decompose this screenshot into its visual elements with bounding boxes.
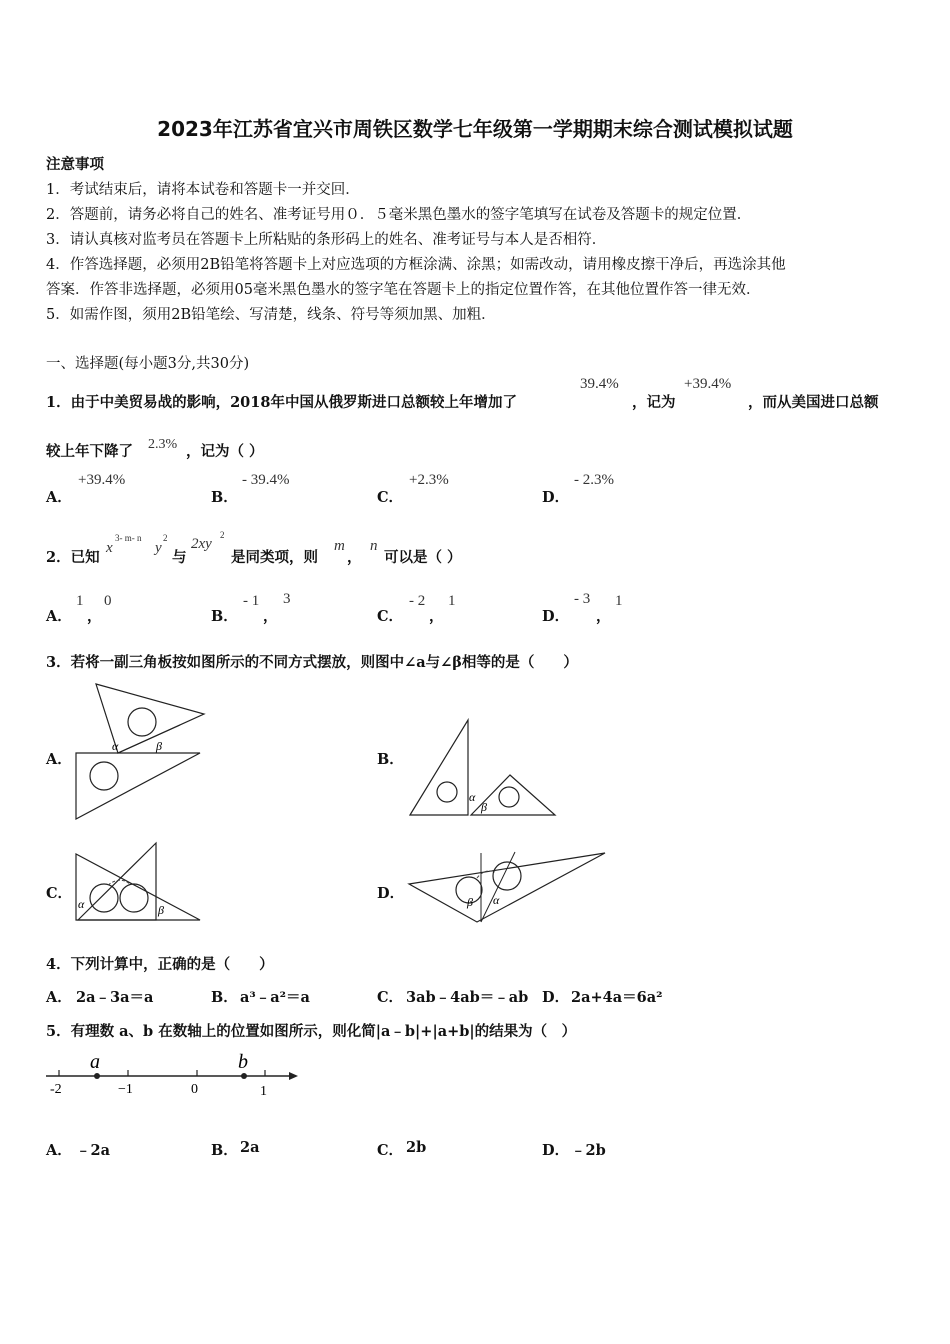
- q4-option-letter[interactable]: D．: [542, 989, 570, 1006]
- q3-option-letter[interactable]: A．: [46, 751, 72, 768]
- q2-option-value: 1: [448, 593, 456, 609]
- q1-text: 较上年下降了: [46, 443, 133, 460]
- q3-figure-b: [405, 715, 560, 820]
- q2-term2: 2xy: [191, 536, 212, 552]
- beta-label: β: [158, 903, 164, 917]
- q5-option-value: 2a: [240, 1139, 260, 1156]
- notice-heading: 注意事项: [46, 156, 104, 173]
- notice-item: 4．作答选择题，必须用2B铅笔将答题卡上对应选项的方框涂满、涂黑；如需改动，请用橡皮擦干净后，再选涂其他: [46, 257, 786, 273]
- q1-option-value: - 2.3%: [574, 472, 614, 488]
- q1-option-value: +39.4%: [78, 472, 126, 488]
- beta-label: β: [467, 895, 473, 909]
- tick-label: −1: [118, 1082, 133, 1097]
- point-b-label: b: [238, 1051, 248, 1073]
- q2-option-value: - 1: [243, 593, 260, 609]
- notice-item: 5．如需作图，须用2B铅笔绘、写清楚，线条、符号等须加黑、加粗．: [46, 307, 496, 323]
- q4-option-value: 2a﹣3a＝a: [76, 989, 154, 1006]
- q3-figure-a: [70, 680, 210, 825]
- q1-text: ，记为: [632, 394, 676, 411]
- q1-text: ，而从美国进口总额: [748, 394, 879, 411]
- point-a-label: a: [90, 1051, 100, 1073]
- q2-option-value: 1: [615, 593, 623, 609]
- q2-option-value: 1: [76, 593, 84, 609]
- q2-text: 与: [172, 549, 187, 566]
- q2-term-exponent: 2: [220, 530, 225, 540]
- q2-option-letter[interactable]: A．: [46, 608, 72, 625]
- page-title: 2023年江苏省宜兴市周铁区数学七年级第一学期期末综合测试模拟试题: [157, 117, 793, 141]
- q3-option-letter[interactable]: C．: [46, 885, 73, 902]
- alpha-label: α: [493, 893, 500, 907]
- q1-value: 39.4%: [580, 376, 619, 392]
- notice-item: 3．请认真核对监考员在答题卡上所粘贴的条形码上的姓名、准考证号与本人是否相符．: [46, 232, 607, 248]
- q5-option-letter[interactable]: D．: [542, 1142, 570, 1159]
- q5-option-value: 2b: [406, 1139, 427, 1156]
- q1-option-letter[interactable]: A．: [46, 489, 72, 506]
- q5-option-letter[interactable]: A．: [46, 1142, 72, 1159]
- q1-option-value: +2.3%: [409, 472, 449, 488]
- q2-term-exponent: 3- m- n: [115, 533, 142, 543]
- q4-option-letter[interactable]: B．: [211, 989, 238, 1006]
- q2-var-m: m: [334, 538, 345, 554]
- q3-text: 3．若将一副三角板按如图所示的不同方式摆放，则图中∠a与∠β相等的是（ ）: [46, 654, 578, 671]
- q4-option-value: 3ab﹣4ab＝﹣ab: [406, 989, 529, 1006]
- q1-text: 1．由于中美贸易战的影响，2018年中国从俄罗斯进口总额较上年增加了: [46, 394, 517, 411]
- q2-option-value: 3: [283, 591, 291, 607]
- q2-option-value: - 3: [574, 591, 591, 607]
- q2-option-letter[interactable]: D．: [542, 608, 570, 625]
- q5-option-value: ﹣2a: [76, 1142, 110, 1159]
- q4-option-letter[interactable]: C．: [377, 989, 404, 1006]
- beta-label: β: [156, 739, 162, 753]
- q1-option-value: - 39.4%: [242, 472, 290, 488]
- q2-option-value: - 2: [409, 593, 426, 609]
- q2-option-letter[interactable]: C．: [377, 608, 404, 625]
- beta-label: β: [481, 800, 487, 814]
- tick-label: 1: [260, 1084, 267, 1099]
- q4-option-letter[interactable]: A．: [46, 989, 72, 1006]
- q1-value: +39.4%: [684, 376, 732, 392]
- q3-option-letter[interactable]: D．: [377, 885, 405, 902]
- q2-text: 2．已知: [46, 549, 100, 566]
- q1-option-letter[interactable]: C．: [377, 489, 404, 506]
- section-heading: 一、选择题(每小题3分,共30分): [46, 356, 250, 372]
- alpha-label: α: [469, 790, 476, 804]
- tick-label: -2: [50, 1082, 62, 1097]
- q4-option-value: 2a+4a＝6a²: [571, 989, 663, 1006]
- q2-term-exponent: 2: [163, 533, 168, 543]
- q2-var-n: n: [370, 538, 378, 554]
- q2-text: ，: [347, 549, 362, 566]
- alpha-label: α: [112, 739, 119, 753]
- q2-term-base: x: [106, 540, 113, 556]
- q2-text: 是同类项，则: [231, 549, 318, 566]
- notice-item: 1．考试结束后，请将本试卷和答题卡一并交回．: [46, 182, 360, 198]
- alpha-label: α: [78, 897, 85, 911]
- q4-option-value: a³﹣a²＝a: [240, 989, 310, 1006]
- q1-option-letter[interactable]: B．: [211, 489, 238, 506]
- q5-text: 5．有理数 a、b 在数轴上的位置如图所示，则化简|a﹣b|+|a+b|的结果为（ ）: [46, 1023, 577, 1040]
- q3-figure-c: [70, 840, 210, 925]
- q5-option-value: ﹣2b: [571, 1142, 606, 1159]
- q2-option-value: 0: [104, 593, 112, 609]
- q3-option-letter[interactable]: B．: [377, 751, 404, 768]
- q5-number-line: [40, 1048, 310, 1103]
- q3-figure-d: [405, 848, 610, 928]
- notice-item: 2．答题前，请务必将自己的姓名、准考证号用０．５毫米黑色墨水的签字笔填写在试卷及答题卡的规定位置．: [46, 207, 752, 223]
- q1-text: ，记为（ ）: [186, 443, 264, 460]
- q1-option-letter[interactable]: D．: [542, 489, 570, 506]
- q4-text: 4．下列计算中，正确的是（ ）: [46, 956, 274, 973]
- q1-value: 2.3%: [148, 437, 178, 452]
- q2-option-letter[interactable]: B．: [211, 608, 238, 625]
- tick-label: 0: [191, 1082, 198, 1097]
- q2-term-y: y: [155, 540, 162, 556]
- notice-item: 答案．作答非选择题，必须用05毫米黑色墨水的签字笔在答题卡上的指定位置作答，在其他位置作答一律无效．: [46, 282, 761, 298]
- q2-text: 可以是（ ）: [384, 549, 462, 566]
- q5-option-letter[interactable]: B．: [211, 1142, 238, 1159]
- q5-option-letter[interactable]: C．: [377, 1142, 404, 1159]
